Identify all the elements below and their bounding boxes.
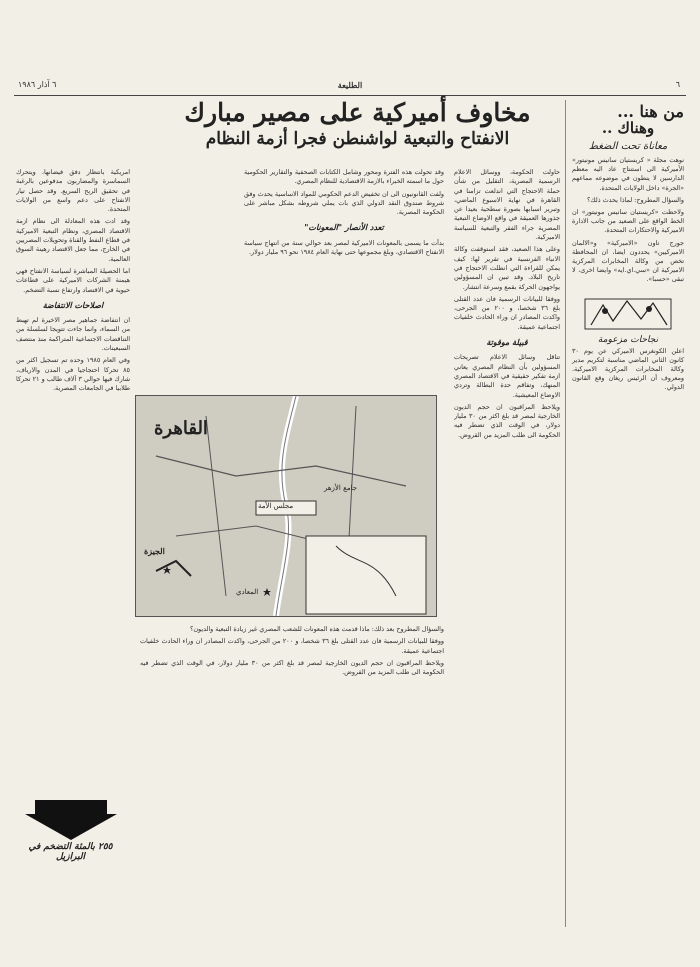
article-column-3: [16, 168, 130, 793]
map-label-parliament: مجلس الأمة: [258, 502, 294, 510]
map-label-maadi: المعادي: [236, 588, 259, 596]
map-label-cairo: القاهرة: [154, 418, 208, 439]
article-paragraph: ويلاحظ المراقبون ان حجم الديون الخارجية لمصر قد بلغ اكثر من ٣٠ مليار دولار، في الوقت الذي تضطر فيه الحكومة الى طلب المزيد من القروض.: [454, 402, 560, 439]
sidebar-paragraph: اعلن الكونغرس الاميركي عن يوم ٣٠ كانون الثاني الماضي مناسبة لتكريم مدير وكالة المخابرات المركزية الاميركية. ومعروف أن الرئيس ريغان وقع القانون الدولي.: [572, 346, 684, 392]
header-rule: [14, 95, 686, 96]
subheading-aid: تعدد الأنصار "المعونات": [304, 222, 384, 233]
map-label-giza: الجيزة: [144, 546, 165, 556]
article-column-2: [244, 168, 444, 390]
article-paragraph: والسؤال المطروح بعد ذلك: ماذا قدمت هذه المعونات للشعب المصري غير زيادة التبعية والديون؟: [189, 625, 444, 633]
article-paragraph: وقد ادت هذه المعادلة الى نظام ازمة الاقتصاد المصري، ونظام التبعية الاميركية في قطاع النفط والقناة وتحويلات المصريين في الخارج، مما جعل الاقتصاد رهينة السوق العالمية.: [16, 217, 130, 263]
sidebar-paragraph: والسؤال المطروح: لماذا يحدث ذلك؟: [587, 195, 684, 204]
article-paragraph: وفي العام ١٩٨٥ وحده تم تسجيل اكثر من ٨٥ تحركا احتجاجيا في المدن والارياف، شارك فيها حوالي ٣ آلاف طالب و ٢١ تحركا طلابيا في الجامعات المصرية.: [16, 356, 130, 393]
sidebar-column: [565, 100, 684, 927]
article-paragraph: بدأت ما يسمى بالمعونات الاميركية لمصر بعد حوالي سنة من انتهاج سياسة الانفتاح الاقتصادي، وبلغ مجموعها حتى نهاية العام ١٩٨٤ نحو ٩٦ مليار دولار.: [244, 238, 444, 257]
headline-line-1: مخاوف أميركية على مصير مبارك: [184, 98, 531, 127]
sidebar-heading-1: من هنا ...: [617, 102, 684, 121]
article-paragraph: امريكية بانتظار دفق فيضانها، ويتحرك السماسرة والمضاربون مدفوعين بالرغبة في تحقيق الربح السريع. وقد حصل تيار الانفتاح على دعم واسع من الولايات المتحدة.: [16, 168, 130, 214]
headline-line-2: الانفتاح والتبعية لواشنطن فجرا أزمة النظام: [205, 129, 510, 149]
page-header: [14, 78, 686, 94]
map-label-azhar: جامع الأزهر: [324, 484, 358, 492]
section-name: الطليعة: [337, 80, 363, 90]
article-column-lower: [140, 625, 444, 955]
down-arrow-icon: [25, 800, 117, 840]
article-paragraph: حاولت الحكومة، ووسائل الاعلام الرسمية المصرية، التقليل من شأن حملة الاحتجاج التي اندلعت تزامنا في القاهرة في نهاية الاسبوع الماضي، وتبرير اسبابها بصورة سطحية بعيدا عن جذورها العميقة في واقع الاوضاع التبعية المصرية جراء الفقر والتبعية للسياسة الاميركية.: [454, 168, 560, 242]
sidebar-paragraph: جورج تاون «الاميركية» و«الالمان الاميركيين» يحددون ايضا، ان المحافظة تخص من وكالة المخابرات المركزية الاميركية ان «سي.اي.ايه» وايضا اخرى، لا تبقى «حسبا».: [572, 238, 684, 284]
sidebar-paragraph: ولاحظت «كريستيان سانيس مونيتور» ان الخط الواقع على الصعيد من جانب الادارة الاميركية والاحتكارات المتحدة.: [572, 208, 684, 235]
article-headline: [150, 98, 565, 150]
article-paragraph: اما الحصيلة المباشرة لسياسة الانفتاح فهي هيمنة الشركات الاميركية على قطاعات حيوية في الاقتصاد وارتفاع نسبة التضخم.: [16, 266, 130, 294]
page-number: ٦: [675, 80, 680, 89]
inflation-callout: ٢٥٥ بالمئة التضخم في البرازيل: [28, 842, 113, 862]
article-paragraph: ووفقا للبيانات الرسمية فان عدد القتلى بلغ ٣٦ شخصا، و ٢٠٠ من الجرحى، واكدت المصادر ان وراء الحادث خلفيات اجتماعية عميقة.: [454, 294, 560, 331]
issue-date: ٦ آذار ١٩٨٦: [18, 80, 57, 89]
sidebar-paragraph: نوهت مجلة « كريستيان سانيس مونيتور» الأميركية الى استنتاج عاد اليه معظم الدارسين لا ينطون في موضوعه مماعهم «الجرة» داخل الولايات المتحدة.: [572, 156, 684, 192]
article-paragraph: وعلى هذا الصعيد، فقد استوقفت وكالة الانباء الفرنسية في تقرير لها: كيف يمكن للقراءة التي انطلت الاحتجاج في تاريخ البلاد. وقد تبين ان المسؤولين يواجهون الحركة بقمع وسرعة انتشار.: [454, 245, 560, 291]
article-column-1: [454, 168, 560, 793]
subheading-time-bomb: قبيلة موقوتة: [486, 337, 528, 348]
sketch-illustration: [583, 291, 673, 333]
subheading-uprising-reforms: اصلاحات الانتفاضة: [42, 299, 104, 310]
sidebar-subheading: معاناة تحت الضغط: [588, 141, 668, 152]
article-paragraph: ووفقا للبيانات الرسمية فان عدد القتلى بلغ ٣٦ شخصا، و ٢٠٠ من الجرحى، واكدت المصادر ان وراء الحادث خلفيات اجتماعية عميقة.: [140, 637, 444, 655]
sidebar-heading-2: وهناك ..: [601, 119, 655, 137]
cairo-map: [135, 395, 437, 617]
article-paragraph: وقد تحولت هذه الفترة ومحور وشامل الكتابات الصحفية والتقارير الحكومية حول ما اسمته الخبراء بالازمة الاقتصادية للنظام المصري.: [244, 168, 444, 186]
sidebar-handwriting-caption: نجاحات مزعومة: [597, 334, 659, 345]
article-paragraph: ويلاحظ المراقبون ان حجم الديون الخارجية لمصر قد بلغ اكثر من ٣٠ مليار دولار، في الوقت الذي تضطر فيه الحكومة الى طلب المزيد من القروض.: [140, 658, 444, 677]
article-paragraph: ان انتفاضة جماهير مصر الاخيرة لم تهبط من السماء، وانما جاءت تتويجا لسلسلة من التناقضات الاجتماعية المتراكمة منذ منتصف السبعينات.: [16, 316, 130, 353]
article-paragraph: ولفت القانونيون الى ان تخفيض الدعم الحكومي للمواد الاساسية يحدث وفق شروط صندوق النقد الدولي الذي بات يملي شروطه بشكل مباشر على الحكومة المصرية.: [244, 189, 444, 217]
article-paragraph: تناقل وسائل الاعلام تصريحات المسؤولين بأن النظام المصري يعاني ازمة تفكير حقيقية في الاقتصاد المصري المنهك، وتفاقم حدة البطالة وتردي الاوضاع المعيشية.: [454, 353, 560, 399]
